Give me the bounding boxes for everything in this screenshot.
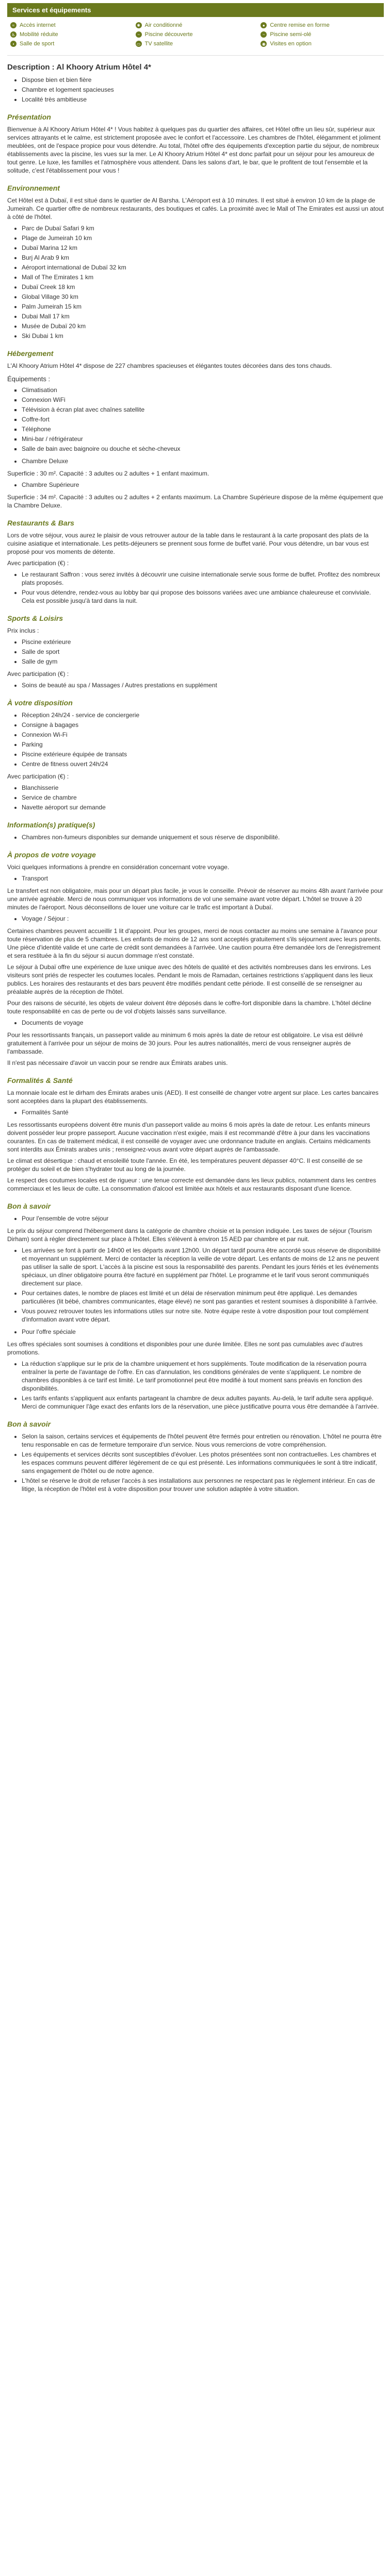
dumbbell-icon: ● — [260, 22, 267, 28]
list-item: • Selon la saison, certains services et équipements de l'hôtel peuvent être fermés pour entretien ou rénovation. L'hôtel ne pourra être tenu responsable en cas de fermeture temporaire d'un service. Nous vous remercions de votre compréhension. — [22, 1432, 384, 1449]
animation-paid-list — [7, 784, 384, 811]
list-item: • Connexion Wi-Fi — [22, 731, 384, 739]
divider — [7, 55, 384, 56]
environment-heading: Environnement — [7, 184, 60, 192]
rules-text-3: Pour des raisons de sécurité, les objets de valeur doivent être déposés dans le coffre-fort disponible dans la chambre. L'hôtel décline toute responsabilité en cas de perte ou de vol d'objets laissés sans surveillance. — [7, 999, 371, 1015]
room-name: • Chambre Deluxe — [22, 457, 384, 465]
important-list — [7, 833, 384, 841]
formalities-heading: • Formalités Santé — [22, 1108, 384, 1116]
dining-heading: Restaurants & Bars — [7, 519, 74, 527]
list-item: • Piscine extérieure équipée de transats — [22, 750, 384, 758]
transfer-text: Le transfert est non obligatoire, mais pour un départ plus facile, je vous le conseille. Prévoir de réserver au moins 48h avant l'arrivée pour une arrivée agréable. Merci de nous communiquer vos informations de vol une semaine avant votre départ. L'hôtel se trouve à 20 minutes de l'aéroport. Nous déconseillons de louer une voiture car le trafic est important à Dubaï. — [7, 887, 383, 911]
sports-paid-list — [7, 681, 384, 689]
propos-intro: Voici quelques informations à prendre en considération concernant votre voyage. — [7, 863, 230, 871]
list-item: • Plage de Jumeirah 10 km — [22, 234, 384, 242]
room-deluxe — [7, 457, 384, 465]
documents-heading-list — [7, 1019, 384, 1027]
formalities-text-2: Le climat est désertique : chaud et ensoleillé toute l'année. En été, les températures peuvent dépasser 40°C. Il est conseillé de se protéger du soleil et de bien s'hydrater tout au long de la journée. — [7, 1157, 363, 1173]
pool-icon: ~ — [136, 31, 142, 38]
service-item-pool-semi: ~ Piscine semi-olé — [260, 31, 381, 38]
animation-paid-heading: Avec participation (€) : — [7, 773, 69, 780]
equipment-list — [7, 386, 384, 453]
list-item: • Ski Dubai 1 km — [22, 332, 384, 340]
list-item: • Réception 24h/24 - service de conciergerie — [22, 711, 384, 719]
list-item: • Palm Jumeirah 15 km — [22, 302, 384, 311]
transfer-heading: • Transport — [22, 874, 384, 883]
list-item: • Mall of The Emirates 1 km — [22, 273, 384, 281]
list-item: • Burj Al Arab 9 km — [22, 253, 384, 262]
kids-heading: Bon à savoir — [7, 1420, 51, 1428]
dining-list — [7, 570, 384, 605]
animation-list — [7, 711, 384, 768]
list-item: • Parking — [22, 740, 384, 749]
presentation-heading: Présentation — [7, 113, 51, 121]
list-item: • Dubai Mall 17 km — [22, 312, 384, 320]
distances-list — [7, 224, 384, 340]
currency-heading: Formalités & Santé — [7, 1076, 73, 1084]
sports-heading: Sports & Loisirs — [7, 614, 63, 622]
list-item: • Pour certaines dates, le nombre de places est limité et un délai de réservation minimum peut être appliqué. Les demandes particulières (lit bébé, chambres communicantes, étage élevé) ne sont pas garanties et restent soumises à disponibilité à l'arrivée. — [22, 1289, 384, 1306]
equipment-heading: Équipements : — [7, 375, 51, 383]
rules-heading-list — [7, 914, 384, 923]
list-item: • Piscine extérieure — [22, 638, 384, 646]
snowflake-icon: ✱ — [136, 22, 142, 28]
documents-text: Pour les ressortissants français, un passeport valide au minimum 6 mois après la date de retour est obligatoire. Le visa est délivré gratuitement à l'arrivée pour un séjour de moins de 30 jours. Pour les autres nationalités, merci de vous renseigner auprès de l'ambassade. — [7, 1031, 363, 1055]
offer-sub: • Pour l'offre spéciale — [22, 1328, 384, 1336]
list-item: • Centre de fitness ouvert 24h/24 — [22, 760, 384, 768]
formalities-text-3: Le respect des coutumes locales est de rigueur : une tenue correcte est demandée dans les lieux publics, notamment dans les centres commerciaux et les lieux de culte. La consommation d'alcool est limitée aux hôtels et aux restaurants disposant d'une licence. — [7, 1177, 377, 1192]
transfer-heading-list — [7, 874, 384, 883]
list-item: • Blanchisserie — [22, 784, 384, 792]
service-item-internet: ≈ Accès internet — [10, 22, 131, 28]
formalities-heading-list — [7, 1108, 384, 1116]
gym-icon: ▪ — [10, 41, 17, 47]
list-item: • Service de chambre — [22, 793, 384, 802]
dining-paid-heading: Avec participation (€) : — [7, 560, 69, 567]
list-item: • Les tarifs enfants s'appliquent aux enfants partageant la chambre de deux adultes payants. Au-delà, le tarif adulte sera appliqué. Merci de communiquer l'âge exact des enfants lors de la réservation, une pièce justificative pourra vous être demandée à l'arrivée. — [22, 1394, 384, 1411]
accommodation-intro: L'Al Khoory Atrium Hôtel 4* dispose de 227 chambres spacieuses et élégantes toutes décorées dans des tons chauds. — [7, 362, 332, 369]
service-item-aircon: ✱ Air conditionné — [136, 22, 256, 28]
list-item: • Localité très ambitieuse — [22, 95, 384, 104]
list-item: • Salle de sport — [22, 648, 384, 656]
list-item: • La réduction s'applique sur le prix de la chambre uniquement et hors suppléments. Toute modification de la réservation pourra entraîner la perte de l'avantage de l'offre. En cas d'annulation, les conditions générales de vente s'appliquent. Le nombre de chambres disponibles à ce tarif est limité. Le tarif promotionnel peut être modifié à tout moment sans préavis en fonction des disponibilités. — [22, 1360, 384, 1393]
service-item-pool: ~ Piscine découverte — [136, 31, 256, 38]
list-item: • L'hôtel se réserve le droit de refuser l'accès à ses installations aux personnes ne respectant pas le règlement intérieur. En cas de litige, la réception de l'hôtel est à votre disposition pour trouver une solution adaptée à votre situation. — [22, 1477, 384, 1493]
list-item: • Soins de beauté au spa / Massages / Autres prestations en supplément — [22, 681, 384, 689]
bon-list — [7, 1246, 384, 1324]
environment-text: Cet Hôtel est à Dubaï, il est situé dans le quartier de Al Barsha. L'Aéroport est à 10 minutes. Il est situé à environ 10 km de la plage de Jumeirah. Ce quartier offre de nombreux restaurants, des boutiques et cafés. La proximité avec le Mall of The Emirates est aussi un atout à côté de l'hôtel. — [7, 197, 384, 221]
description-bullets — [7, 76, 384, 104]
propos-heading: À propos de votre voyage — [7, 851, 96, 859]
list-item: • Navette aéroport sur demande — [22, 803, 384, 811]
service-item-visits: ◉ Visites en option — [260, 41, 381, 47]
service-item-fitness: ● Centre remise en forme — [260, 22, 381, 28]
bon-heading: Bon à savoir — [7, 1202, 51, 1210]
list-item: • Consigne à bagages — [22, 721, 384, 729]
sports-paid-heading: Avec participation (€) : — [7, 670, 69, 677]
rules-heading: • Voyage / Séjour : — [22, 914, 384, 923]
list-item: ▪ Mini-bar / réfrigérateur — [22, 435, 384, 443]
rules-text-1: Certaines chambres peuvent accueillir 1 lit d'appoint. Pour les groupes, merci de nous contacter au moins une semaine à l'avance pour toute réservation de plus de 5 chambres. Les enfants de moins de 12 ans sont acceptés gratuitement s'ils séjournent avec leurs parents. Une pièce d'identité valide et une carte de crédit sont demandées à l'arrivée. Une caution pourra être demandée lors de l'enregistrement et sera restituée à la fin du séjour si aucun dommage n'est constaté. — [7, 927, 382, 959]
documents-heading: • Documents de voyage — [22, 1019, 384, 1027]
offer-sub-list — [7, 1328, 384, 1336]
dining-text: Lors de votre séjour, vous aurez le plaisir de vous retrouver autour de la table dans le restaurant à la carte proposant des plats de la cuisine asiatique et internationale. Les petits-déjeuners se prennent sous forme de buffet varié. Pour vous détendre, un bar vous est proposé pour vos moments de détente. — [7, 532, 369, 555]
currency-text: La monnaie locale est le dirham des Émirats arabes unis (AED). Il est conseillé de changer votre argent sur place. Les cartes bancaires sont acceptées dans la plupart des établissements. — [7, 1089, 379, 1105]
room-superior-text: Superficie : 34 m². Capacité : 3 adultes ou 2 adultes + 2 enfants maximum. La Chambre Supérieure dispose de la même équipement que la Chambre Deluxe. — [7, 494, 383, 509]
pool-icon: ~ — [260, 31, 267, 38]
service-item-tv: ▭ TV satellite — [136, 41, 256, 47]
sports-free-heading: Prix inclus : — [7, 627, 39, 634]
kids-list — [7, 1432, 384, 1493]
service-item-mobility: ♿ Mobilité réduite — [10, 31, 131, 38]
list-item: • Salle de gym — [22, 657, 384, 666]
accommodation-heading: Hébergement — [7, 349, 54, 358]
list-item: • Parc de Dubaï Safari 9 km — [22, 224, 384, 232]
room-superior — [7, 481, 384, 489]
list-item: • Musée de Dubaï 20 km — [22, 322, 384, 330]
sports-free-list — [7, 638, 384, 666]
tv-icon: ▭ — [136, 41, 142, 47]
list-item: ▪ Télévision à écran plat avec chaînes satellite — [22, 405, 384, 414]
list-item: ▪ Salle de bain avec baignoire ou douche et sèche-cheveux — [22, 445, 384, 453]
list-item: • Les arrivées se font à partir de 14h00 et les départs avant 12h00. Un départ tardif pourra être accordé sous réserve de disponibilité et moyennant un supplément. Merci de contacter la réception la veille de votre départ. Les enfants de moins de 12 ans ne peuvent pas utiliser la salle de sport. L'accès à la piscine est sous la responsabilité des parents. Pendant les jours fériés et les événements spéciaux, un dîner obligatoire pourra être facturé en supplément par l'hôtel. Le programme et le tarif vous seront communiqués directement sur place. — [22, 1246, 384, 1287]
list-item: • Chambres non-fumeurs disponibles sur demande uniquement et sous réserve de disponibilité. — [22, 833, 384, 841]
room-deluxe-text: Superficie : 30 m². Capacité : 3 adultes ou 2 adultes + 1 enfant maximum. — [7, 470, 209, 477]
bon-intro: Le prix du séjour comprend l'hébergement dans la catégorie de chambre choisie et la pension indiquée. Les taxes de séjour (Tourism Dirham) sont à régler directement sur place à l'hôtel. Elles s'élèvent à environ 15 AED par chambre et par nuit. — [7, 1227, 372, 1243]
list-item: ▪ Connexion WiFi — [22, 396, 384, 404]
list-item: • Chambre et logement spacieuses — [22, 86, 384, 94]
room-name: • Chambre Supérieure — [22, 481, 384, 489]
list-item: ▪ Climatisation — [22, 386, 384, 394]
offer-list — [7, 1360, 384, 1411]
formalities-text-1: Les ressortissants européens doivent être munis d'un passeport valide au moins 6 mois après la date de retour. Les enfants mineurs doivent posséder leur propre passeport. Aucune vaccination n'est exigée, mais il est recommandé d'être à jour dans les vaccinations courantes. En cas de traitement médical, il est conseillé de voyager avec une ordonnance traduite en anglais. Certains médicaments sont interdits aux Émirats arabes unis ; renseignez-vous avant votre départ auprès de l'ambassade. — [7, 1121, 371, 1153]
service-item-gym: ▪ Salle de sport — [10, 41, 131, 47]
wifi-icon: ≈ — [10, 22, 17, 28]
list-item: ▪ Téléphone — [22, 425, 384, 433]
list-item: • Dubaï Creek 18 km — [22, 283, 384, 291]
list-item: • Dubaï Marina 12 km — [22, 244, 384, 252]
animation-heading: À votre disposition — [7, 699, 73, 707]
list-item: • Vous pouvez retrouver toutes les informations utiles sur notre site. Notre équipe reste à votre disposition pour tout complément d'information avant votre départ. — [22, 1307, 384, 1324]
offer-intro: Les offres spéciales sont soumises à conditions et disponibles pour une durée limitée. Elles ne sont pas cumulables avec d'autres promotions. — [7, 1341, 363, 1356]
list-item: • Aéroport international de Dubaï 32 km — [22, 263, 384, 272]
list-item: • Les équipements et services décrits sont susceptibles d'évoluer. Les photos présentées sont non contractuelles. Les chambres et les espaces communs peuvent différer légèrement de ce qui est présenté. Les informations communiquées le sont à titre indicatif, sans engagement de l'hôtel ou de notre agence. — [22, 1450, 384, 1475]
page — [0, 3, 391, 1493]
list-item: ▪ Coffre-fort — [22, 415, 384, 423]
list-item: • Dispose bien et bien fière — [22, 76, 384, 84]
list-item: • Pour vous détendre, rendez-vous au lobby bar qui propose des boissons variées avec une ambiance chaleureuse et conviviale. Cela est possible jusqu'à tard dans la nuit. — [22, 588, 384, 605]
important-heading: Information(s) pratique(s) — [7, 821, 95, 829]
list-item: • Global Village 30 km — [22, 293, 384, 301]
list-item: • Le restaurant Saffron : vous serez invités à découvrir une cuisine internationale servie sous forme de buffet. Profitez des nombreux plats proposés. — [22, 570, 384, 587]
description-title: Description : Al Khoory Atrium Hôtel 4* — [7, 63, 151, 72]
health-text: Il n'est pas nécessaire d'avoir un vaccin pour se rendre aux Émirats arabes unis. — [7, 1059, 228, 1066]
services-grid — [7, 17, 384, 50]
rules-text-2: Le séjour à Dubaï offre une expérience de luxe unique avec des hôtels de qualité et des activités nombreuses dans les environs. Les visiteurs sont priés de respecter les coutumes locales. Pendant le mois de Ramadan, certaines restrictions s'appliquent dans les lieux publics. Les horaires des restaurants et des bars peuvent être modifiés pendant cette période. Il est conseillé de se renseigner au préalable auprès de la réception de l'hôtel. — [7, 963, 373, 995]
services-header: Services et équipements — [7, 3, 384, 17]
bon-sub: • Pour l'ensemble de votre séjour — [22, 1214, 384, 1223]
camera-icon: ◉ — [260, 41, 267, 47]
wheelchair-icon: ♿ — [10, 31, 17, 38]
bon-sub-list — [7, 1214, 384, 1223]
presentation-text: Bienvenue à Al Khoory Atrium Hôtel 4* ! Vous habitez à quelques pas du quartier des affaires, cet Hôtel offre un lieu sûr, supérieur aux services attrayants et le calme, est strictement proposée avec le confort et l'accessoire. Les chambres de l'hôtel, élégamment et joliment meublées, ont de l'espace propice pour vous détendre. Au total, l'hôtel offre des équipements d'exception partie du séjour, de nombreux établissements avec la piscine, les vues sur la mer. Le Al Khoory Atrium Hôtel 4* est donc parfait pour un séjour pour les amoureux de tout genre. Le luxe, les familles et l'atmosphère vous attendent. Dans les salons d'art, le bar, que le profitent de tout l'ensemble et la solitude, c'est l'établissement pour vous ! — [7, 126, 381, 174]
